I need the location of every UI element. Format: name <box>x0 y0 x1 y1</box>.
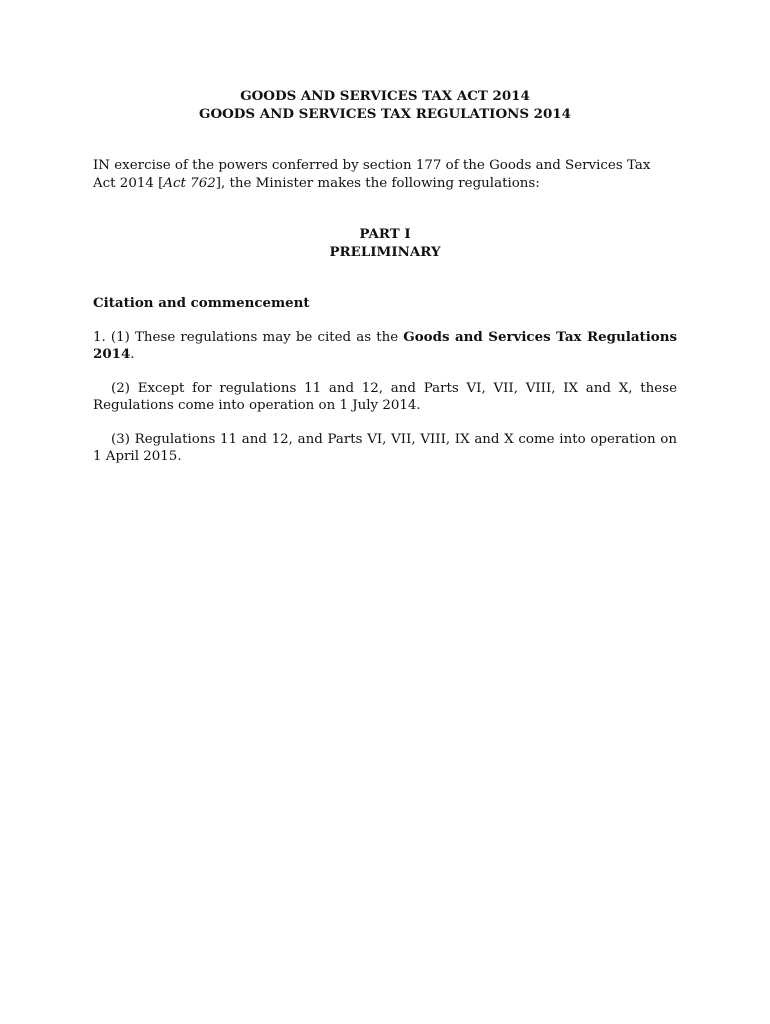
preamble-text-start: IN exercise of the powers conferred by section 177 of the Goods and Services Tax Act 2014 [ <box>93 158 651 191</box>
regulation-1-1-end: . <box>130 347 135 362</box>
regulation-1-3: (3) Regulations 11 and 12, and Parts VI, VII, VIII, IX and X come into operation on 1 April 2015. <box>93 431 677 464</box>
part-name: PRELIMINARY <box>329 243 441 260</box>
regulation-1-1 <box>93 329 677 364</box>
act-title: GOODS AND SERVICES TAX ACT 2014 <box>240 88 530 104</box>
part-number: PART I <box>359 226 411 242</box>
section-heading: Citation and commencement <box>93 295 310 311</box>
preamble-text-end: ], the Minister makes the following regulations: <box>215 175 540 191</box>
preamble <box>93 157 677 192</box>
document-body <box>93 88 677 466</box>
short-title: Goods and Services Tax Regulations 2014 <box>93 328 678 362</box>
act-reference: Act 762 <box>163 175 216 191</box>
regulation-1-2: (2) Except for regulations 11 and 12, and Parts VI, VII, VIII, IX and X, these Regulations come into operation on 1 July 2014. <box>93 380 677 413</box>
regulation-1-1-text: 1. (1) These regulations may be cited as the <box>93 329 404 345</box>
regulations-title: GOODS AND SERVICES TAX REGULATIONS 2014 <box>199 105 571 122</box>
part-heading <box>93 226 677 261</box>
